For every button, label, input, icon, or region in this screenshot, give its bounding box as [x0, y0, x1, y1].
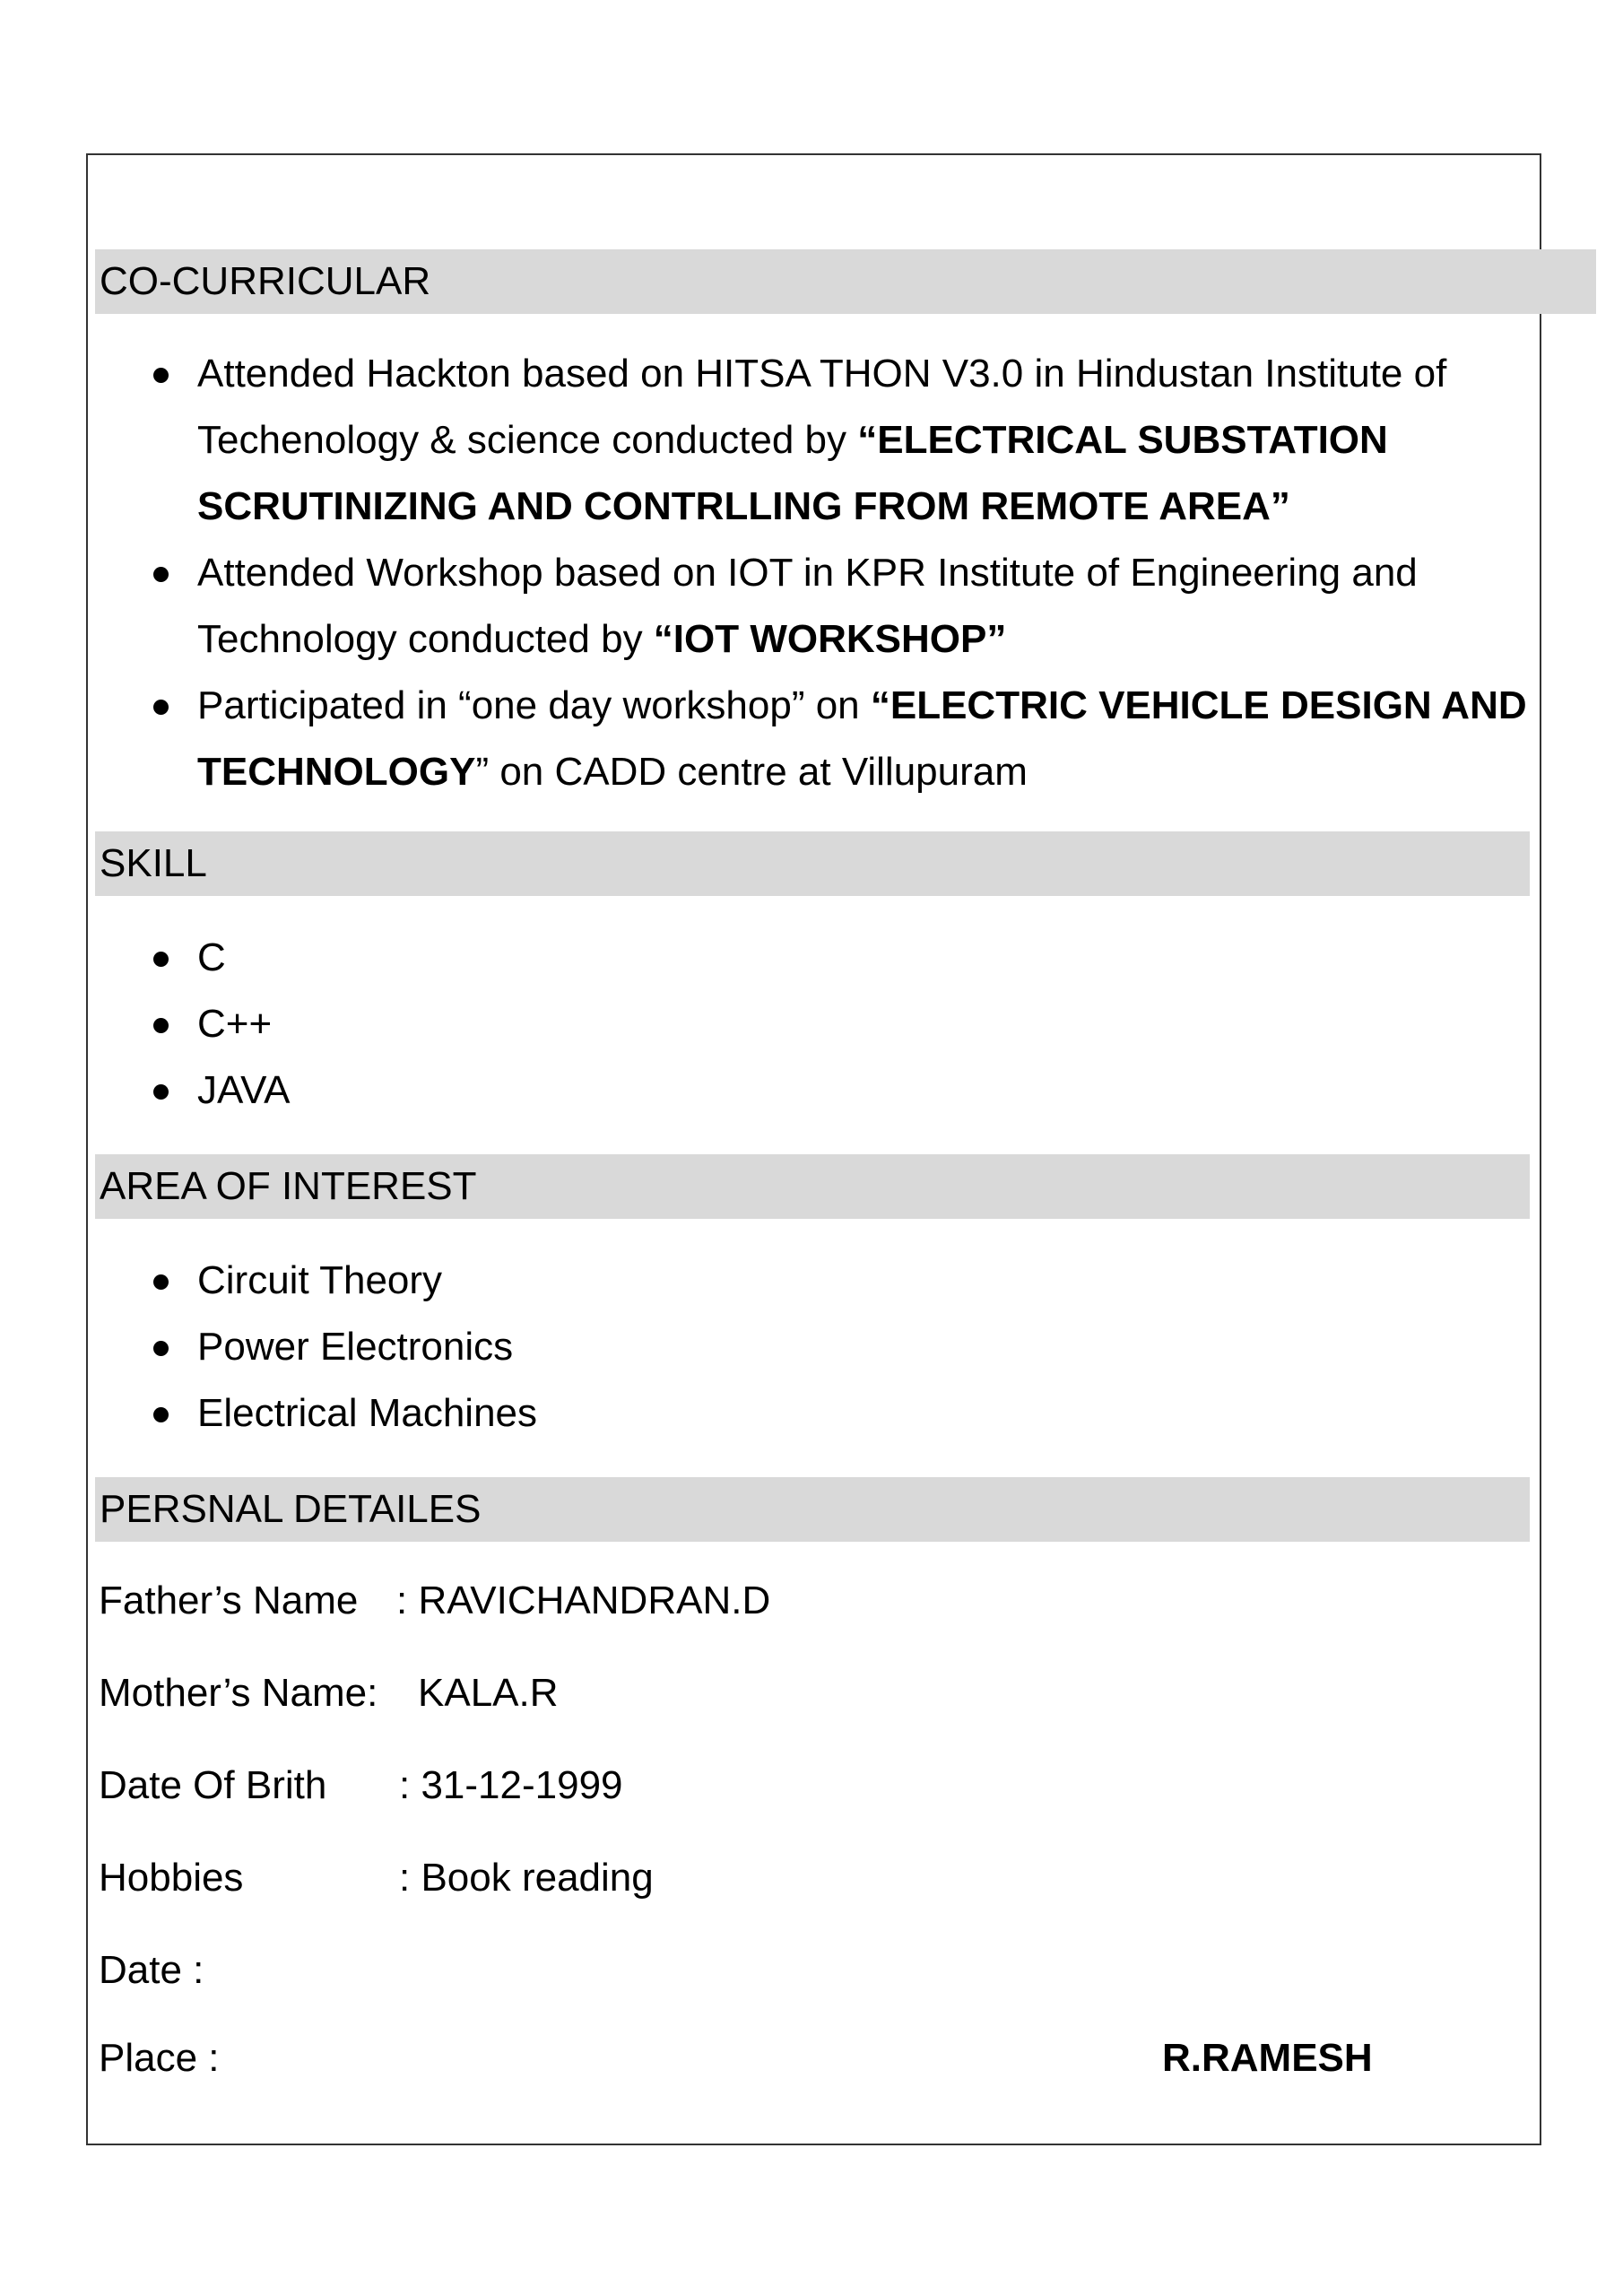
detail-label: Date :	[99, 1948, 204, 1992]
list-item	[0, 673, 1527, 805]
detail-row-father	[99, 1568, 771, 1634]
interest-list	[0, 1248, 537, 1447]
item-text: Technology conducted by	[197, 617, 654, 661]
list-item	[0, 540, 1527, 673]
section-heading-co-curricular: CO-CURRICULAR	[95, 249, 1596, 314]
list-item: Power Electronics	[0, 1314, 537, 1380]
item-line	[197, 673, 1527, 739]
item-bold-text: “ELECTRIC VEHICLE DESIGN AND	[870, 683, 1527, 727]
list-item	[0, 341, 1527, 540]
detail-row-date	[99, 1937, 204, 2004]
item-line	[197, 739, 1527, 805]
item-line	[197, 407, 1527, 474]
list-item: Circuit Theory	[0, 1248, 537, 1314]
detail-label: Father’s Name	[99, 1578, 359, 1622]
item-bold-text: TECHNOLOGY	[197, 750, 476, 794]
detail-value: : Book reading	[399, 1856, 654, 1900]
section-heading-personal-details: PERSNAL DETAILES	[95, 1477, 1530, 1542]
item-bold-text: “ELECTRICAL SUBSTATION	[857, 418, 1388, 462]
detail-value: : 31-12-1999	[399, 1763, 623, 1807]
co-curricular-list	[0, 341, 1527, 805]
section-heading-area-of-interest: AREA OF INTEREST	[95, 1154, 1530, 1219]
detail-label: Mother’s Name:	[99, 1671, 378, 1715]
item-line: Attended Hackton based on HITSA THON V3.0 in Hindustan Institute of	[197, 352, 1447, 396]
list-item: JAVA	[0, 1057, 291, 1124]
detail-row-mother	[99, 1660, 559, 1726]
item-text: Participated in “one day workshop” on	[197, 683, 871, 727]
signature-name: R.RAMESH	[1162, 2036, 1373, 2080]
item-text: ” on CADD centre at Villupuram	[475, 750, 1028, 794]
item-line	[197, 606, 1527, 673]
section-heading-skill: SKILL	[95, 831, 1530, 896]
detail-row-place	[99, 2025, 220, 2092]
item-line: Attended Workshop based on IOT in KPR Institute of Engineering and	[197, 551, 1418, 595]
skill-list	[0, 925, 291, 1124]
list-item: C++	[0, 991, 291, 1057]
detail-row-dob	[99, 1752, 623, 1819]
detail-row-hobbies	[99, 1845, 654, 1911]
item-text: Techenology & science conducted by	[197, 418, 858, 462]
item-line: SCRUTINIZING AND CONTRLLING FROM REMOTE AREA”	[197, 484, 1290, 528]
list-item: Electrical Machines	[0, 1380, 537, 1447]
detail-label: Date Of Brith	[99, 1763, 327, 1807]
detail-value: KALA.R	[418, 1671, 559, 1715]
detail-label: Place :	[99, 2036, 220, 2080]
list-item: C	[0, 925, 291, 991]
detail-value: : RAVICHANDRAN.D	[396, 1578, 771, 1622]
item-bold-text: “IOT WORKSHOP”	[653, 617, 1007, 661]
detail-label: Hobbies	[99, 1856, 244, 1900]
